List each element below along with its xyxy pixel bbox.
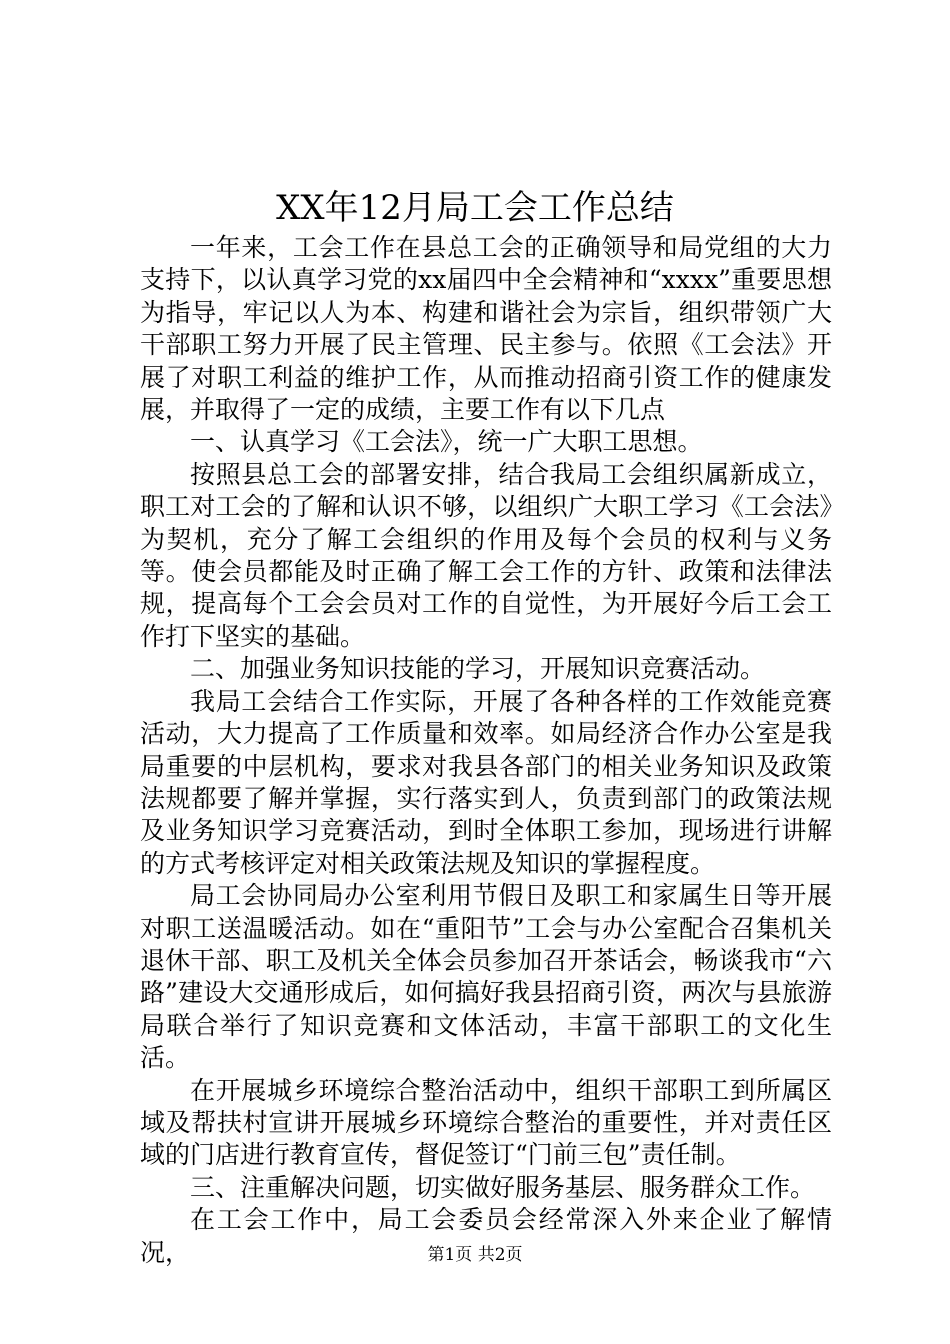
paragraph-section-2-c: 在开展城乡环境综合整治活动中，组织干部职工到所属区域及帮扶村宣讲开展城乡环境综合整治的重要性，并对责任区域的门店进行教育宣传，督促签订“门前三包”责任制。 (140, 1075, 832, 1170)
section-heading-1: 一、认真学习《工会法》，统一广大职工思想。 (190, 427, 703, 457)
section-heading-3: 三、注重解决问题，切实做好服务基层、服务群众工作。 (190, 1172, 816, 1202)
paragraph-intro: 一年来，工会工作在县总工会的正确领导和局党组的大力支持下，以认真学习党的xx届四中全会精神和“xxxx”重要思想为指导，牢记以人为本、构建和谐社会为宗旨，组织带领广大干部职工努力开展了民主管理、民主参与。依照《工会法》开展了对职工利益的维护工作，从而推动招商引资工作的健康发展，并取得了一定的成绩，主要工作有以下几点 (140, 233, 832, 425)
paragraph-section-1: 按照县总工会的部署安排，结合我局工会组织属新成立，职工对工会的了解和认识不够，以组织广大职工学习《工会法》为契机，充分了解工会组织的作用及每个会员的权利与义务等。使会员都能及时正确了解工会工作的方针、政策和法律法规，提高每个工会会员对工作的自觉性，为开展好今后工会工作打下坚实的基础。 (140, 459, 832, 651)
paragraph-section-3: 在工会工作中，局工会委员会经常深入外来企业了解情况， (140, 1205, 832, 1267)
document-body (140, 232, 832, 1269)
document-title: XX年12月局工会工作总结 (276, 188, 674, 228)
page-number-footer: 第1页 共2页 (427, 1245, 523, 1265)
paragraph-section-2-b: 局工会协同局办公室利用节假日及职工和家属生日等开展对职工送温暖活动。如在“重阳节”工会与办公室配合召集机关退休干部、职工及机关全体会员参加召开茶话会，畅谈我市“六路”建设大交通形成后，如何搞好我县招商引资，两次与县旅游局联合举行了知识竞赛和文体活动，丰富干部职工的文化生活。 (140, 881, 832, 1073)
paragraph-section-2-a: 我局工会结合工作实际，开展了各种各样的工作效能竞赛活动，大力提高了工作质量和效率。如局经济合作办公室是我局重要的中层机构，要求对我县各部门的相关业务知识及政策法规都要了解并掌握，实行落实到人，负责到部门的政策法规及业务知识学习竞赛活动，到时全体职工参加，现场进行讲解的方式考核评定对相关政策法规及知识的掌握程度。 (140, 686, 832, 878)
section-heading-2: 二、加强业务知识技能的学习，开展知识竞赛活动。 (190, 654, 766, 684)
